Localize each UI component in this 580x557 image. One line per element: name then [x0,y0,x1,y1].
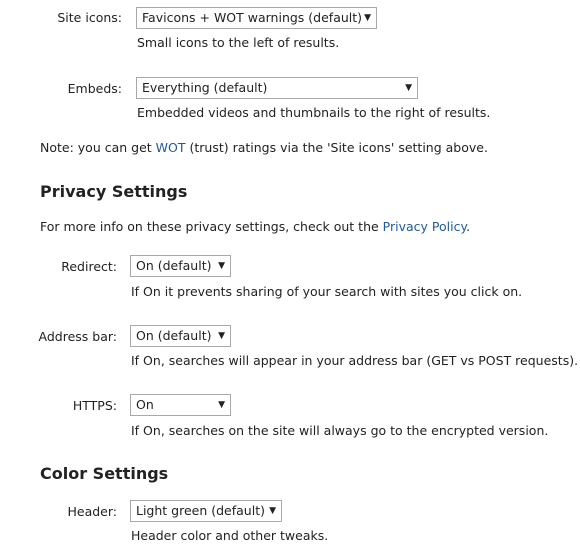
redirect-value: On (default) [136,258,212,273]
site-icons-value: Favicons + WOT warnings (default) [142,10,363,25]
header-color-help: Header color and other tweaks. [131,528,329,543]
wot-note [40,140,488,155]
header-color-value: Light green (default) [136,503,265,518]
header-color-select[interactable] [130,500,282,522]
redirect-help: If On it prevents sharing of your search with sites you click on. [131,284,523,299]
color-settings-heading: Color Settings [40,464,169,483]
embeds-help: Embedded videos and thumbnails to the right of results. [137,105,491,120]
privacy-intro-prefix: For more info on these privacy settings, check out the [40,219,383,234]
chevron-down-icon: ▼ [218,331,225,341]
chevron-down-icon: ▼ [218,400,225,410]
address-bar-help: If On, searches will appear in your address bar (GET vs POST requests). [131,353,579,368]
address-bar-value: On (default) [136,328,212,343]
privacy-intro-suffix: . [466,219,471,234]
address-bar-select[interactable] [130,325,231,347]
https-select[interactable] [130,394,231,416]
chevron-down-icon: ▼ [218,261,225,271]
site-icons-label: Site icons: [57,10,122,25]
privacy-intro [40,219,470,234]
chevron-down-icon: ▼ [405,83,412,93]
redirect-select[interactable] [130,255,231,277]
site-icons-select[interactable] [136,7,377,29]
https-label: HTTPS: [72,398,117,413]
wot-note-prefix: Note: you can get [40,140,156,155]
https-value: On [136,397,154,412]
redirect-label: Redirect: [61,259,117,274]
chevron-down-icon: ▼ [364,13,371,23]
chevron-down-icon: ▼ [269,506,276,516]
wot-link[interactable]: WOT [155,140,186,155]
embeds-value: Everything (default) [142,80,268,95]
embeds-label: Embeds: [67,81,122,96]
header-label: Header: [67,504,117,519]
wot-note-suffix: (trust) ratings via the 'Site icons' setting above. [185,140,488,155]
https-help: If On, searches on the site will always go to the encrypted version. [131,423,549,438]
embeds-select[interactable] [136,77,418,99]
site-icons-help: Small icons to the left of results. [137,35,340,50]
privacy-settings-heading: Privacy Settings [40,182,188,201]
address-bar-label: Address bar: [38,329,117,344]
privacy-policy-link[interactable]: Privacy Policy [382,219,467,234]
